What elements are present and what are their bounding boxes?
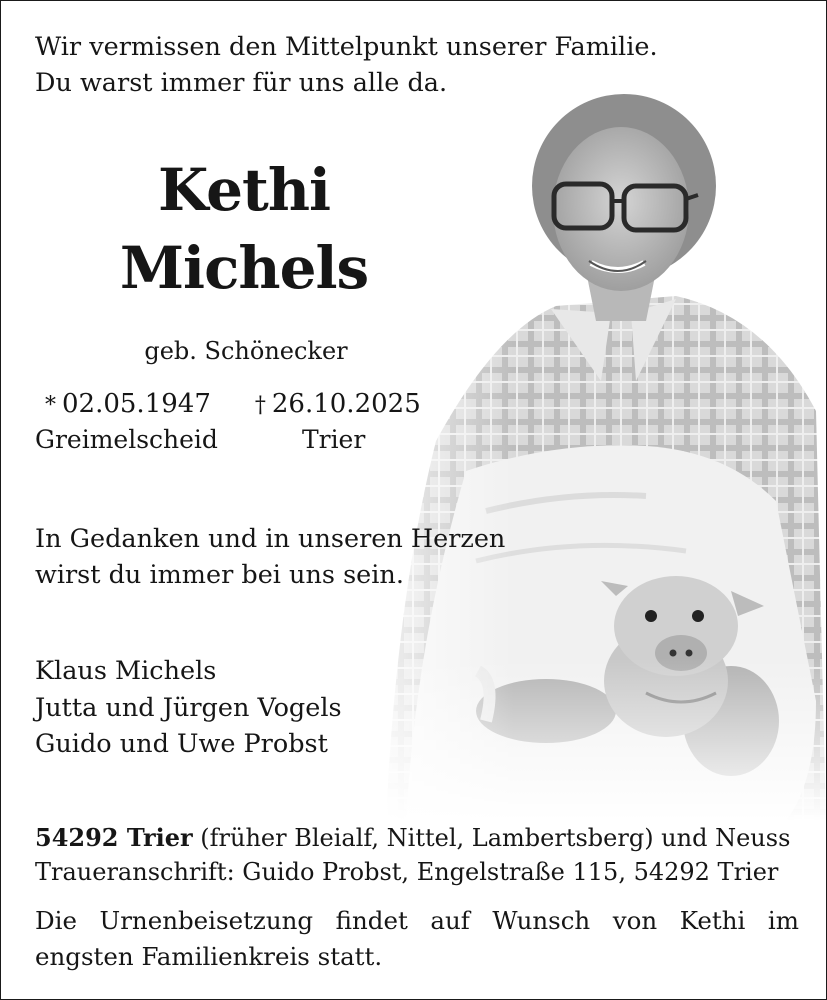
birth-date: 02.05.1947 <box>62 389 211 419</box>
life-places <box>35 425 365 454</box>
death-symbol: † <box>254 393 266 418</box>
death-place: Trier <box>301 425 366 454</box>
family-member: Guido und Uwe Probst <box>35 729 328 759</box>
birth-symbol: * <box>45 393 56 418</box>
memorial-thought <box>35 521 505 593</box>
address-line <box>35 823 790 852</box>
former-residences: (früher Bleialf, Nittel, Lambertsberg) und Neuss <box>200 824 791 852</box>
death-date: 26.10.2025 <box>271 389 421 419</box>
family-member: Jutta und Jürgen Vogels <box>35 692 342 723</box>
mourning-address: Traueranschrift: Guido Probst, Engelstraße 115, 54292 Trier <box>35 858 779 886</box>
deceased-name <box>97 151 391 307</box>
first-name: Kethi <box>157 156 331 224</box>
life-dates <box>45 389 421 419</box>
family-member: Klaus Michels <box>35 656 217 686</box>
intro-line: Du warst immer für uns alle da. <box>35 68 448 98</box>
city: 54292 Trier <box>35 823 193 852</box>
family-list <box>35 653 342 763</box>
note-line: Die Urnenbeisetzung findet auf Wunsch von Kethi im <box>35 906 799 935</box>
note-line: engsten Familienkreis statt. <box>35 942 383 971</box>
intro-text <box>35 29 658 101</box>
thought-line: In Gedanken und in unseren Herzen <box>35 524 506 554</box>
last-name: Michels <box>119 234 369 302</box>
portrait-photo <box>346 81 826 821</box>
thought-line: wirst du immer bei uns sein. <box>35 560 404 590</box>
intro-line: Wir vermissen den Mittelpunkt unserer Familie. <box>35 32 658 62</box>
birth-place: Greimelscheid <box>35 425 218 454</box>
birth-name: geb. Schönecker <box>144 337 348 365</box>
burial-note <box>35 903 799 975</box>
